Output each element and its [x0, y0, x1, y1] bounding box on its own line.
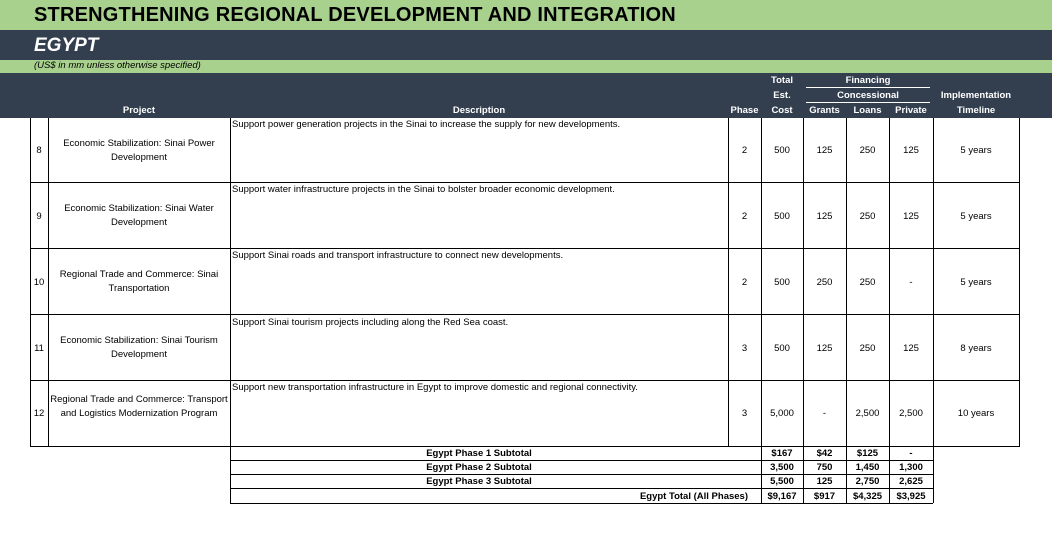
header-total-3: Cost [771, 105, 793, 116]
row-cost: 5,000 [770, 408, 794, 419]
subtotal-loans: 2,750 [855, 476, 880, 487]
header-total-2: Est. [773, 90, 791, 101]
row-private: 125 [903, 343, 919, 354]
row-phase: 2 [741, 211, 748, 222]
header-loans: Loans [853, 105, 882, 116]
row-project: Economic Stabilization: Sinai Tourism Development [60, 335, 218, 360]
row-grants: 125 [816, 211, 833, 222]
total-label: Egypt Total (All Phases) [639, 491, 748, 502]
row-number: 12 [33, 408, 45, 419]
row-loans: 250 [859, 277, 876, 288]
total-loans: $4,325 [852, 491, 883, 502]
row-cost: 500 [774, 277, 790, 288]
subtotal-loans: $125 [856, 448, 879, 459]
header-description: Description [452, 105, 506, 116]
row-private: 2,500 [899, 408, 923, 419]
subtotal-grants: 750 [816, 462, 833, 473]
note-bar [0, 60, 1052, 73]
row-description: Support water infrastructure projects in the Sinai to bolster broader economic development. [232, 184, 615, 195]
row-number: 11 [34, 343, 44, 354]
row-grants: 125 [816, 343, 833, 354]
row-description: Support Sinai tourism projects including along the Red Sea coast. [232, 317, 509, 328]
subtotal-grants: 125 [816, 476, 833, 487]
row-loans: 250 [859, 145, 876, 156]
header-financing: Financing [845, 75, 891, 86]
row-description: Support Sinai roads and transport infrastructure to connect new developments. [232, 250, 564, 261]
row-cost: 500 [774, 211, 790, 222]
page-title: STRENGTHENING REGIONAL DEVELOPMENT AND INTEGRATION [34, 4, 676, 26]
row-timeline: 5 years [960, 211, 992, 222]
row-project: Regional Trade and Commerce: Transport and Logistics Modernization Program [50, 394, 228, 419]
subtotal-grants: $42 [816, 448, 833, 459]
financing-underline [806, 87, 930, 88]
row-loans: 2,500 [855, 408, 880, 419]
row-number: 10 [33, 277, 45, 288]
country-bar [0, 30, 1052, 60]
subtotal-label: Egypt Phase 3 Subtotal [426, 476, 532, 487]
header-grants: Grants [809, 105, 840, 116]
subtotal-label: Egypt Phase 1 Subtotal [426, 448, 532, 459]
row-phase: 3 [741, 343, 748, 354]
country-title: EGYPT [34, 35, 99, 56]
row-number: 9 [36, 211, 42, 222]
row-cost: 500 [774, 145, 790, 156]
row-private: 125 [903, 211, 919, 222]
header-concessional: Concessional [837, 90, 899, 101]
units-note: (US$ in mm unless otherwise specified) [34, 60, 201, 71]
header-project: Project [122, 105, 156, 116]
subtotal-loans: 1,450 [855, 462, 880, 473]
subtotal-private: 2,625 [899, 476, 923, 487]
subtotal-label: Egypt Phase 2 Subtotal [426, 462, 532, 473]
concessional-underline [806, 102, 930, 103]
title-bar [0, 0, 1052, 30]
total-private: $3,925 [896, 491, 926, 502]
subtotal-private: - [909, 448, 913, 459]
total-grants: $917 [813, 491, 836, 502]
row-loans: 250 [859, 211, 876, 222]
row-phase: 2 [741, 145, 748, 156]
table-header [0, 73, 1052, 118]
header-private: Private [895, 105, 927, 116]
row-number: 8 [36, 145, 42, 156]
row-project: Regional Trade and Commerce: Sinai Transportation [59, 269, 219, 294]
header-timeline-2: Timeline [956, 105, 996, 116]
row-grants: 250 [816, 277, 833, 288]
row-loans: 250 [859, 343, 876, 354]
row-project: Economic Stabilization: Sinai Power Development [63, 138, 215, 163]
subtotal-cost: $167 [771, 448, 793, 459]
row-cost: 500 [774, 343, 790, 354]
row-phase: 2 [741, 277, 748, 288]
row-phase: 3 [741, 408, 748, 419]
row-grants: 125 [816, 145, 833, 156]
row-project: Economic Stabilization: Sinai Water Development [64, 203, 214, 228]
row-description: Support new transportation infrastructure in Egypt to improve domestic and regional connectivity. [232, 382, 638, 393]
subtotal-private: 1,300 [899, 462, 923, 473]
header-total-1: Total [771, 75, 793, 86]
row-private: - [909, 277, 913, 288]
row-timeline: 5 years [960, 145, 992, 156]
subtotal-cost: 3,500 [770, 462, 794, 473]
header-phase: Phase [730, 105, 759, 116]
row-description: Support power generation projects in the Sinai to increase the supply for new developments. [232, 119, 621, 130]
row-timeline: 10 years [957, 408, 995, 419]
total-cost: $9,167 [767, 491, 797, 502]
row-timeline: 5 years [960, 277, 992, 288]
subtotal-cost: 5,500 [770, 476, 794, 487]
row-timeline: 8 years [960, 343, 992, 354]
row-private: 125 [903, 145, 919, 156]
header-timeline-1: Implementation [940, 90, 1012, 101]
row-grants: - [822, 408, 827, 419]
